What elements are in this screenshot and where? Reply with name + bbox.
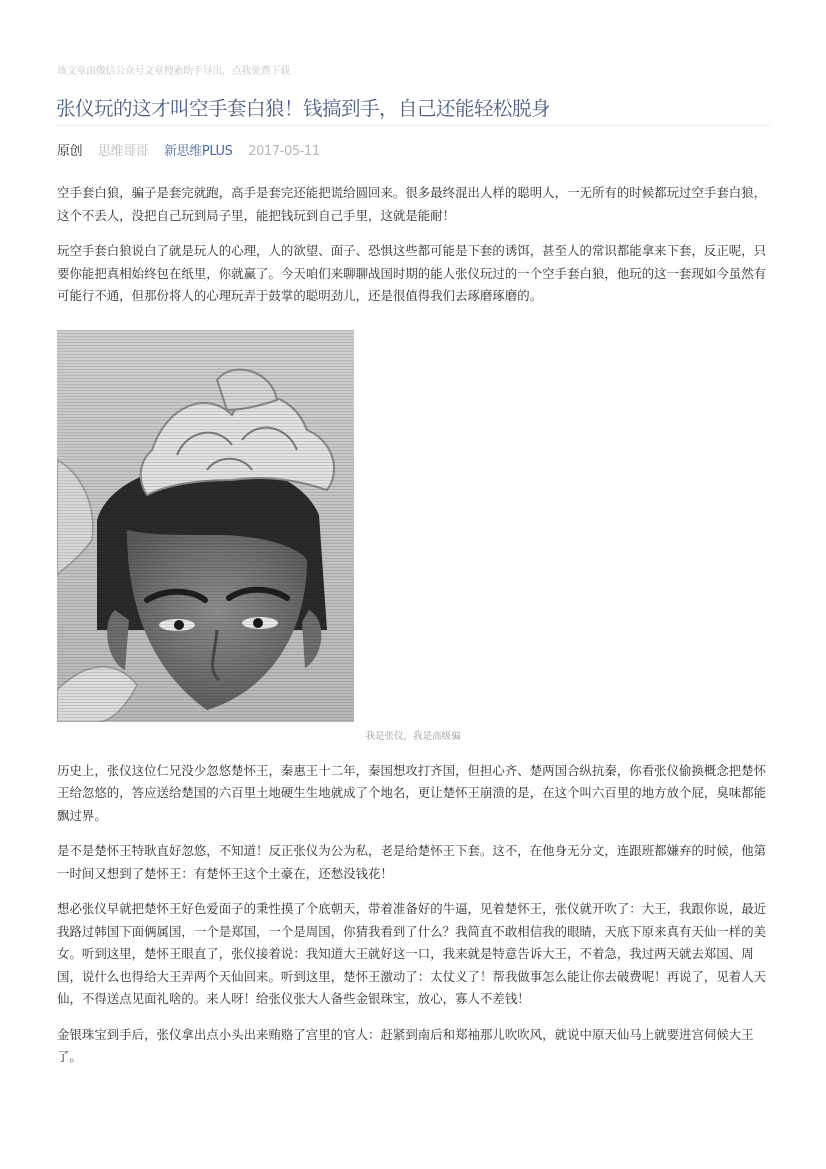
export-banner-link[interactable]: 该文章由微信公众号文章搜索助手导出，点我免费下载 — [57, 66, 290, 77]
article-meta — [57, 140, 332, 159]
article-title: 张仪玩的这才叫空手套白狼！钱搞到手，自己还能轻松脱身 — [56, 97, 551, 120]
article-body — [57, 182, 769, 1082]
account-link[interactable]: 新思维PLUS — [164, 144, 233, 159]
publish-date: 2017-05-11 — [248, 144, 320, 159]
photo-caption: 我是张仪，我是高级骗 — [365, 730, 461, 742]
paragraph: 玩空手套白狼说白了就是玩人的心理，人的欲望、面子、恐惧这些都可能是下套的诱饵，甚至人的常识都能拿来下套，反正呢，只要你能把真相始终包在纸里，你就赢了。今天咱们来聊聊战国时期的能人张仪玩过的一个空手套白狼，他玩的这一套现如今虽然有可能行不通，但那份将人的心理玩弄于鼓掌的聪明劲儿，还是很值得我们去琢磨琢磨的。 — [57, 243, 767, 303]
article-photo — [57, 330, 354, 722]
portrait-illustration — [57, 330, 354, 722]
title-divider — [56, 125, 770, 126]
author-name: 思维哥哥 — [97, 144, 149, 159]
paragraph: 历史上，张仪这位仁兄没少忽悠楚怀王，秦惠王十二年，秦国想攻打齐国，但担心齐、楚两国合纵抗秦，你看张仪偷换概念把楚怀王给忽悠的，答应送给楚国的六百里土地硬生生地就成了个地名，更让楚怀王崩溃的是，在这个叫六百里的地方放个屁，臭味都能飘过界。 — [57, 762, 767, 823]
paragraph: 金银珠宝到手后，张仪拿出点小头出来贿赂了宫里的官人：赶紧到南后和郑袖那儿吹吹风，就说中原天仙马上就要进宫伺候大王了。 — [57, 1026, 754, 1064]
paragraph: 想必张仪早就把楚怀王好色爱面子的秉性摸了个底朝天，带着准备好的牛逼，见着楚怀王，张仪就开吹了：大王，我跟你说，最近我路过韩国下面俩属国，一个是郑国，一个是周国，你猜我看到了什么？我简直不敢相信我的眼睛，天底下原来真有天仙一样的美女。听到这里，楚怀王眼直了，张仪接着说：我知道大王就好这一口，我来就是特意告诉大王，不着急，我过两天就去郑国、周国，说什么也得给大王弄两个天仙回来。听到这里，楚怀王激动了：太仗义了！帮我做事怎么能让你去破费呢！再说了，见着人天仙，不得送点见面礼啥的。来人呀！给张仪张大人备些金银珠宝，放心，寡人不差钱！ — [57, 901, 767, 1006]
paragraph: 空手套白狼，骗子是套完就跑，高手是套完还能把谎给圆回来。很多最终混出人样的聪明人，一无所有的时候都玩过空手套白狼，这个不丢人，没把自己玩到局子里，能把钱玩到自己手里，这就是能耐！ — [57, 185, 767, 223]
original-tag: 原创 — [57, 144, 83, 159]
paragraph: 是不是楚怀王特耿直好忽悠，不知道！反正张仪为公为私，老是给楚怀王下套。这不，在他身无分文，连跟班都嫌弃的时候，他第一时间又想到了楚怀王：有楚怀王这个土豪在，还愁没钱花！ — [57, 843, 767, 881]
